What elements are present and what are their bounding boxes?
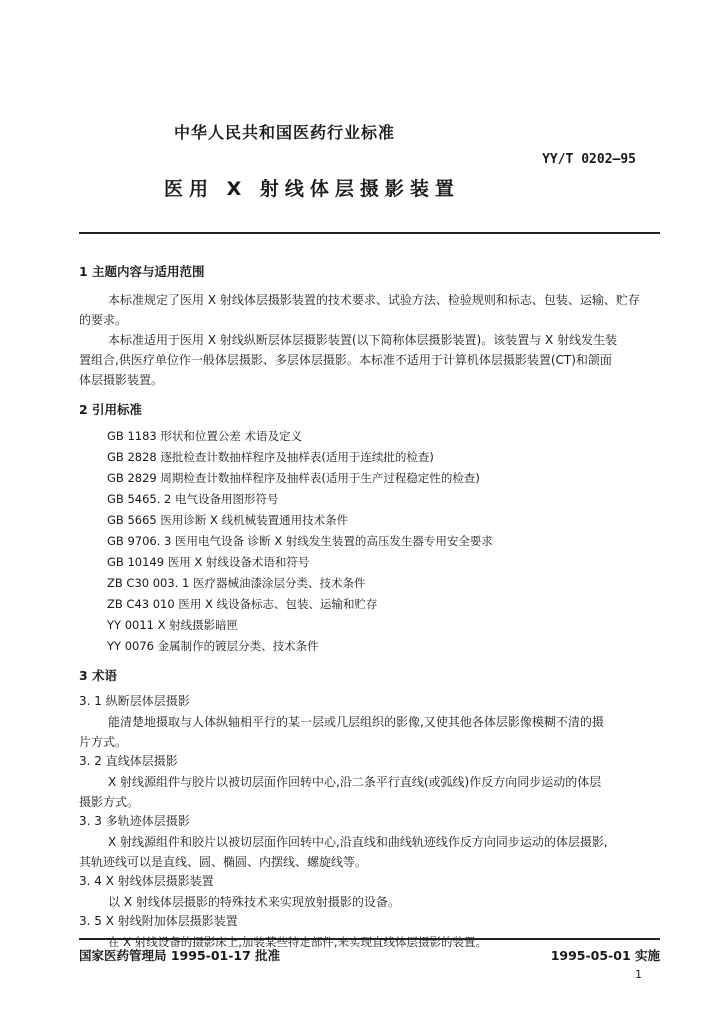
s1-para2-line1: 本标准适用于医用 X 射线纵断层体层摄影装置(以下简称体层摄影装置)。该装置与 X 射线发生装 bbox=[108, 333, 618, 347]
term-3-5-title: 3. 5 X 射线附加体层摄影装置 bbox=[79, 914, 238, 928]
s1-para2-line2: 置组合,供医疗单位作一般体层摄影、多层体层摄影。本标准不适用于计算机体层摄影装置(CT)和颌面 bbox=[79, 353, 612, 367]
implementation-date: 1995-05-01 实施 bbox=[550, 948, 660, 963]
reference-item: GB 1183 形状和位置公差 术语及定义 bbox=[107, 429, 303, 443]
footer-divider bbox=[79, 938, 660, 940]
reference-item: GB 5465. 2 电气设备用图形符号 bbox=[107, 492, 279, 506]
reference-item: ZB C43 010 医用 X 线设备标志、包装、运输和贮存 bbox=[107, 597, 378, 611]
section-1-heading: 1 主题内容与适用范围 bbox=[79, 264, 205, 279]
s1-para1-line1: 本标准规定了医用 X 射线体层摄影装置的技术要求、试验方法、检验规则和标志、包装、运输、贮存 bbox=[108, 293, 640, 307]
term-3-1-title: 3. 1 纵断层体层摄影 bbox=[79, 694, 190, 708]
approval-date: 国家医药管理局 1995-01-17 批准 bbox=[79, 948, 281, 963]
term-3-2-line1: X 射线源组件与胶片以被切层面作回转中心,沿二条平行直线(或弧线)作反方向同步运动的体层 bbox=[108, 775, 602, 789]
page-number: 1 bbox=[635, 968, 642, 981]
term-3-4-title: 3. 4 X 射线体层摄影装置 bbox=[79, 874, 214, 888]
header-divider bbox=[79, 232, 660, 234]
term-3-2-line2: 摄影方式。 bbox=[79, 795, 140, 809]
s1-para1-line2: 的要求。 bbox=[79, 313, 128, 327]
document-title: 医用 X 射线体层摄影装置 bbox=[164, 178, 460, 200]
reference-item: YY 0011 X 射线摄影暗匣 bbox=[107, 618, 239, 632]
reference-item: GB 9706. 3 医用电气设备 诊断 X 射线发生装置的高压发生器专用安全要求 bbox=[107, 534, 493, 548]
term-3-5-line1: 在 X 射线设备的摄影床上,加装某些特定部件,来实现直线体层摄影的装置。 bbox=[108, 935, 487, 949]
standard-code: YY/T 0202—95 bbox=[542, 152, 636, 167]
reference-item: GB 2829 周期检查计数抽样程序及抽样表(适用于生产过程稳定性的检查) bbox=[107, 471, 480, 485]
s1-para2-line3: 体层摄影装置。 bbox=[79, 373, 164, 387]
section-2-heading: 2 引用标准 bbox=[79, 402, 143, 417]
issuing-authority: 中华人民共和国医药行业标准 bbox=[174, 123, 396, 142]
term-3-3-line1: X 射线源组件和胶片以被切层面作回转中心,沿直线和曲线轨迹线作反方向同步运动的体层摄影, bbox=[108, 835, 608, 849]
reference-item: GB 5665 医用诊断 X 线机械装置通用技术条件 bbox=[107, 513, 349, 527]
term-3-1-line1: 能清楚地摄取与人体纵轴相平行的某一层或几层组织的影像,又使其他各体层影像模糊不清的摄 bbox=[108, 715, 604, 729]
reference-item: YY 0076 金属制作的镀层分类、技术条件 bbox=[107, 639, 319, 653]
section-3-heading: 3 术语 bbox=[79, 668, 118, 683]
reference-item: ZB C30 003. 1 医疗器械油漆涂层分类、技术条件 bbox=[107, 576, 366, 590]
term-3-4-line1: 以 X 射线体层摄影的特殊技术来实现放射摄影的设备。 bbox=[108, 895, 400, 909]
term-3-1-line2: 片方式。 bbox=[79, 735, 128, 749]
term-3-3-line2: 其轨迹线可以是直线、圆、椭圆、内摆线、螺旋线等。 bbox=[79, 855, 368, 869]
reference-item: GB 2828 逐批检查计数抽样程序及抽样表(适用于连续批的检查) bbox=[107, 450, 434, 464]
reference-item: GB 10149 医用 X 射线设备术语和符号 bbox=[107, 555, 310, 569]
term-3-2-title: 3. 2 直线体层摄影 bbox=[79, 754, 178, 768]
term-3-3-title: 3. 3 多轨迹体层摄影 bbox=[79, 814, 190, 828]
